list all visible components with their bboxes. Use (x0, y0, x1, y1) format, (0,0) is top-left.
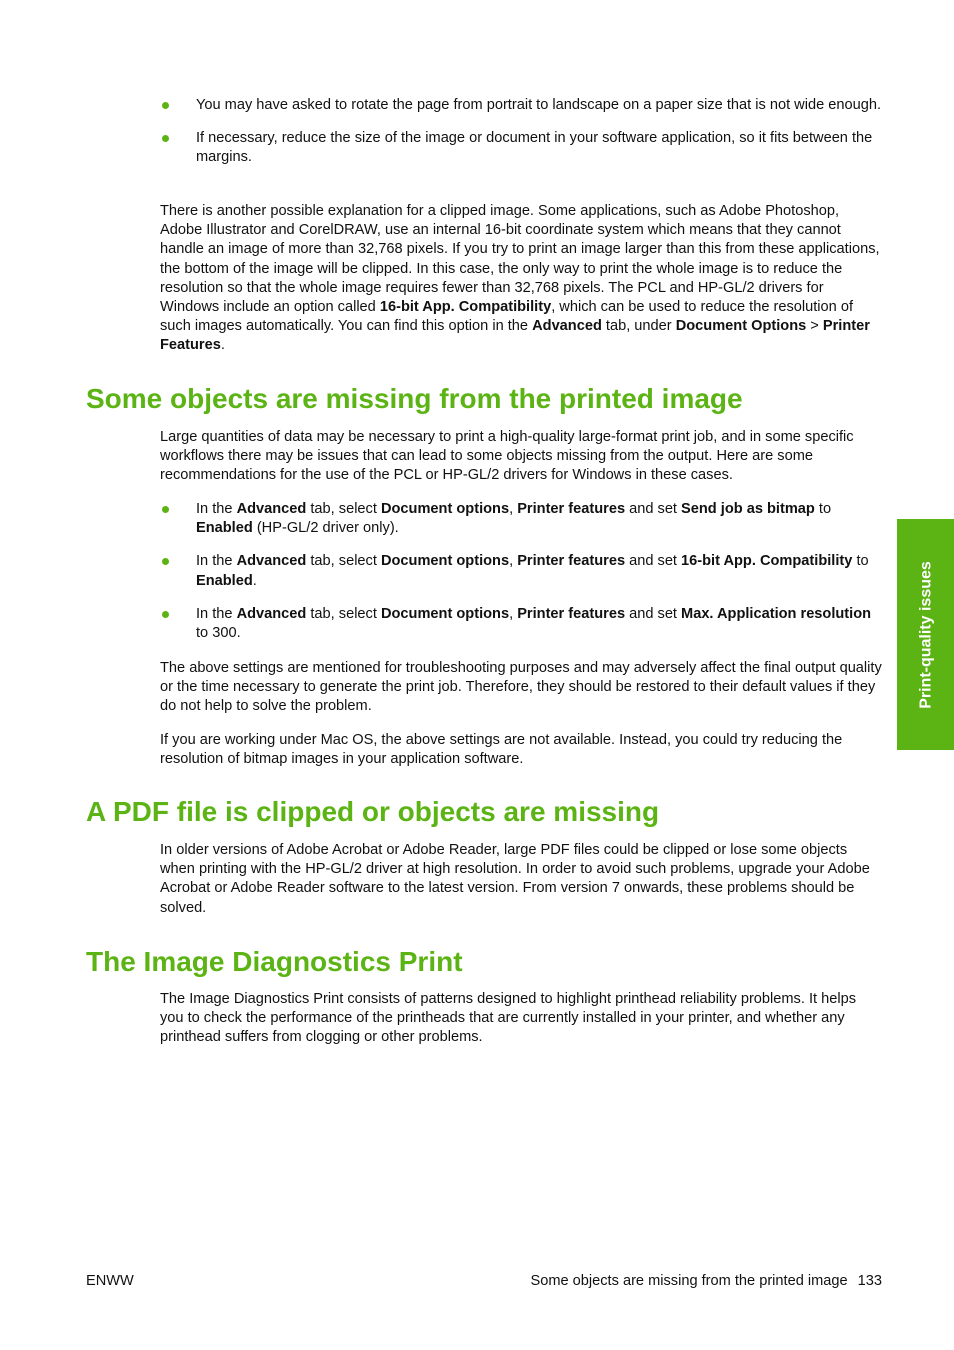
bullet-icon (162, 135, 169, 142)
section-heading-missing-objects: Some objects are missing from the printed image (86, 383, 743, 414)
bullet-icon (162, 102, 169, 109)
bullet-text: You may have asked to rotate the page from portrait to landscape on a paper size that is not wide enough. (196, 97, 881, 113)
footer-right (530, 1272, 882, 1291)
chapter-side-tab (897, 519, 954, 750)
list-item: In the Advanced tab, select Document options, Printer features and set Max. Application resolution to 300. (160, 605, 882, 643)
bullet-icon (162, 611, 169, 618)
page-number: 133 (857, 1273, 882, 1289)
section-heading-pdf-clipped: A PDF file is clipped or objects are missing (86, 796, 660, 827)
chapter-side-tab-label: Print-quality issues (916, 560, 934, 709)
missing-objects-intro: Large quantities of data may be necessary to print a high-quality large-format print job, and in some specific workflows there may be issues that can lead to some objects missing from the output. Here are some recommendations for the use of the PCL or HP-GL/2 drivers for Windows in these cases. (160, 429, 854, 484)
pdf-clipped-paragraph: In older versions of Adobe Acrobat or Adobe Reader, large PDF files could be clipped or lose some objects when printing with the HP-GL/2 driver at high resolution. In order to avoid such problems, upgrade your Adobe Acrobat or Adobe Reader software to the latest version. From version 7 onwards, these problems should be solved. (160, 842, 870, 916)
image-diagnostics-paragraph: The Image Diagnostics Print consists of patterns designed to highlight printhead reliability problems. It helps you to check the performance of the printheads that are currently installed in your printer, and whether any printhead suffers from clogging or other problems. (160, 991, 857, 1046)
clipped-image-paragraph: There is another possible explanation for a clipped image. Some applications, such as Adobe Photoshop, Adobe Illustrator and CorelDRAW, use an internal 16-bit coordinate system which means that they cannot handle an image of more than 32,768 pixels. If you try to print an image larger than this from these applications, the bottom of the image will be clipped. In this case, the only way to print the whole image is to reduce the resolution so that the whole image requires fewer than 32,768 pixels. The PCL and HP-GL/2 drivers for Windows include an option called 16-bit App. Compatibility, which can be used to reduce the resolution of such images automatically. You can find this option in the Advanced tab, under Document Options > Printer Features. (160, 203, 880, 354)
troubleshooting-paragraph: The above settings are mentioned for troubleshooting purposes and may adversely affect the final output quality or the time necessary to generate the print job. Therefore, they should be restored to their default values if they do not help to solve the problem. (160, 660, 882, 715)
footer-section-title: Some objects are missing from the printed image (530, 1273, 848, 1289)
list-item (160, 129, 882, 167)
mac-os-paragraph: If you are working under Mac OS, the above settings are not available. Instead, you could try reducing the resolution of bitmap images in your application software. (160, 732, 843, 768)
bullet-icon (162, 506, 169, 513)
bullet-icon (162, 558, 169, 565)
list-item (160, 96, 882, 115)
section-heading-image-diagnostics: The Image Diagnostics Print (86, 946, 463, 977)
list-item: In the Advanced tab, select Document options, Printer features and set Send job as bitmap to Enabled (HP-GL/2 driver only). (160, 500, 882, 538)
intro-bullet-list (160, 96, 882, 182)
bullet-text: If necessary, reduce the size of the image or document in your software application, so it fits between the margins. (196, 130, 873, 166)
missing-objects-bullet-list (160, 500, 882, 657)
list-item: In the Advanced tab, select Document options, Printer features and set 16-bit App. Compatibility to Enabled. (160, 552, 882, 590)
footer-left-label: ENWW (86, 1273, 134, 1289)
